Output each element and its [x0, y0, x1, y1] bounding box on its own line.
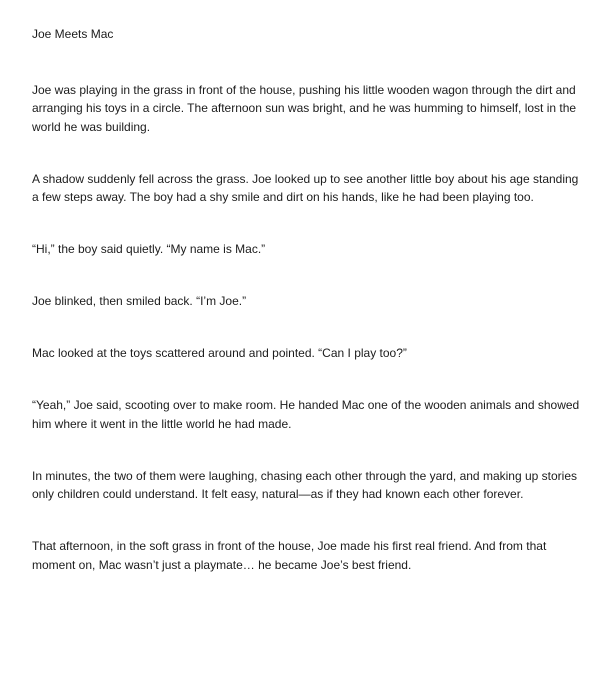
story-paragraph-6: “Yeah,” Joe said, scooting over to make room. He handed Mac one of the wooden animals and showed him where it went in the little world he had made.: [32, 398, 580, 431]
story-paragraph-2: A shadow suddenly fell across the grass. Joe looked up to see another little boy about his age standing a few steps away. The boy had a shy smile and dirt on his hands, like he had been playing too.: [32, 171, 579, 204]
story-paragraph-5: Mac looked at the toys scattered around and pointed. “Can I play too?”: [32, 346, 407, 360]
story-paragraph-1: Joe was playing in the grass in front of the house, pushing his little wooden wagon through the dirt and arranging his toys in a circle. The afternoon sun was bright, and he was humming to himself, lost in the world he was building.: [32, 82, 577, 134]
story-paragraph-7: In minutes, the two of them were laughing, chasing each other through the yard, and making up stories only children could understand. It felt easy, natural—as if they had known each other forever.: [32, 468, 577, 501]
story-paragraph-3: “Hi,” the boy said quietly. “My name is Mac.”: [32, 242, 266, 256]
document-title: Joe Meets Mac: [32, 27, 114, 41]
story-paragraph-8: That afternoon, in the soft grass in front of the house, Joe made his first real friend. And from that moment on, Mac wasn’t just a playmate… he became Joe’s best friend.: [32, 539, 547, 572]
story-paragraph-4: Joe blinked, then smiled back. “I’m Joe.”: [32, 294, 247, 308]
